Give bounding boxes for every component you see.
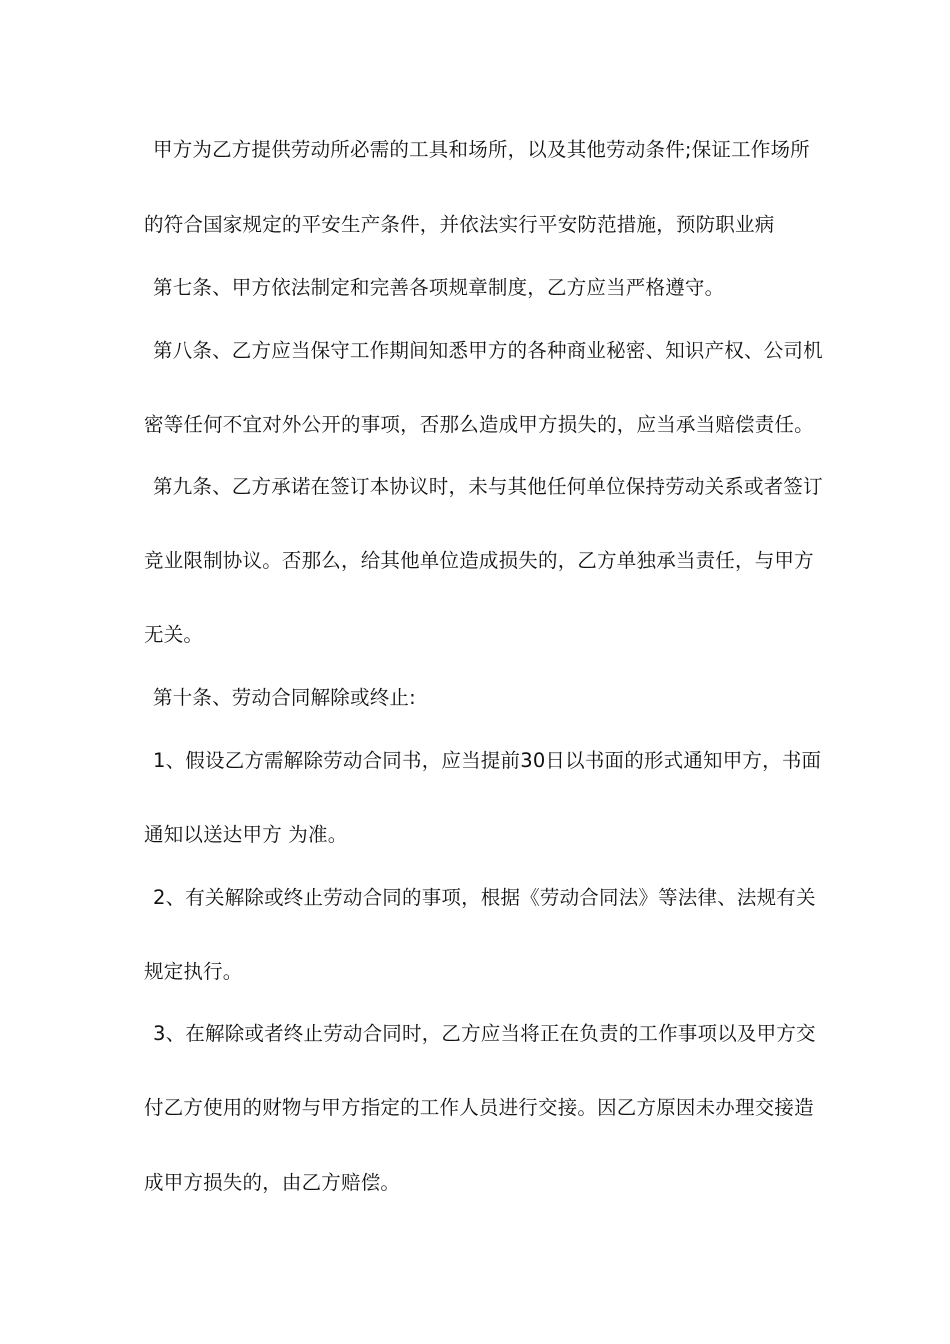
paragraph-line: 的符合国家规定的平安生产条件，并依法实行平安防范措施，预防职业病 [144, 213, 775, 236]
article-8-line: 第八条、乙方应当保守工作期间知悉甲方的各种商业秘密、知识产权、公司机 [153, 339, 823, 362]
article-10-heading: 第十条、劳动合同解除或终止: [153, 686, 416, 709]
paragraph-line: 甲方为乙方提供劳动所必需的工具和场所，以及其他劳动条件;保证工作场所 [153, 138, 810, 161]
clause-1-line: 1、假设乙方需解除劳动合同书，应当提前30日以书面的形式通知甲方，书面 [153, 749, 822, 772]
paragraph-line: 规定执行。 [144, 960, 243, 983]
paragraph-line: 无关。 [144, 623, 204, 646]
clause-3-line: 3、在解除或者终止劳动合同时，乙方应当将正在负责的工作事项以及甲方交 [153, 1022, 816, 1045]
paragraph-line: 密等任何不宜对外公开的事项，否那么造成甲方损失的，应当承当赔偿责任。 [144, 413, 814, 436]
paragraph-line: 通知以送达甲方 为准。 [144, 823, 348, 846]
paragraph-line: 竞业限制协议。否那么，给其他单位造成损失的，乙方单独承当责任，与甲方 [144, 549, 814, 572]
clause-2-line: 2、有关解除或终止劳动合同的事项，根据《劳动合同法》等法律、法规有关 [153, 886, 816, 909]
paragraph-line: 付乙方使用的财物与甲方指定的工作人员进行交接。因乙方原因未办理交接造 [144, 1096, 814, 1119]
paragraph-line: 成甲方损失的，由乙方赔偿。 [144, 1171, 401, 1194]
article-7-line: 第七条、甲方依法制定和完善各项规章制度，乙方应当严格遵守。 [153, 276, 725, 299]
article-9-line: 第九条、乙方承诺在签订本协议时，未与其他任何单位保持劳动关系或者签订 [153, 475, 823, 498]
